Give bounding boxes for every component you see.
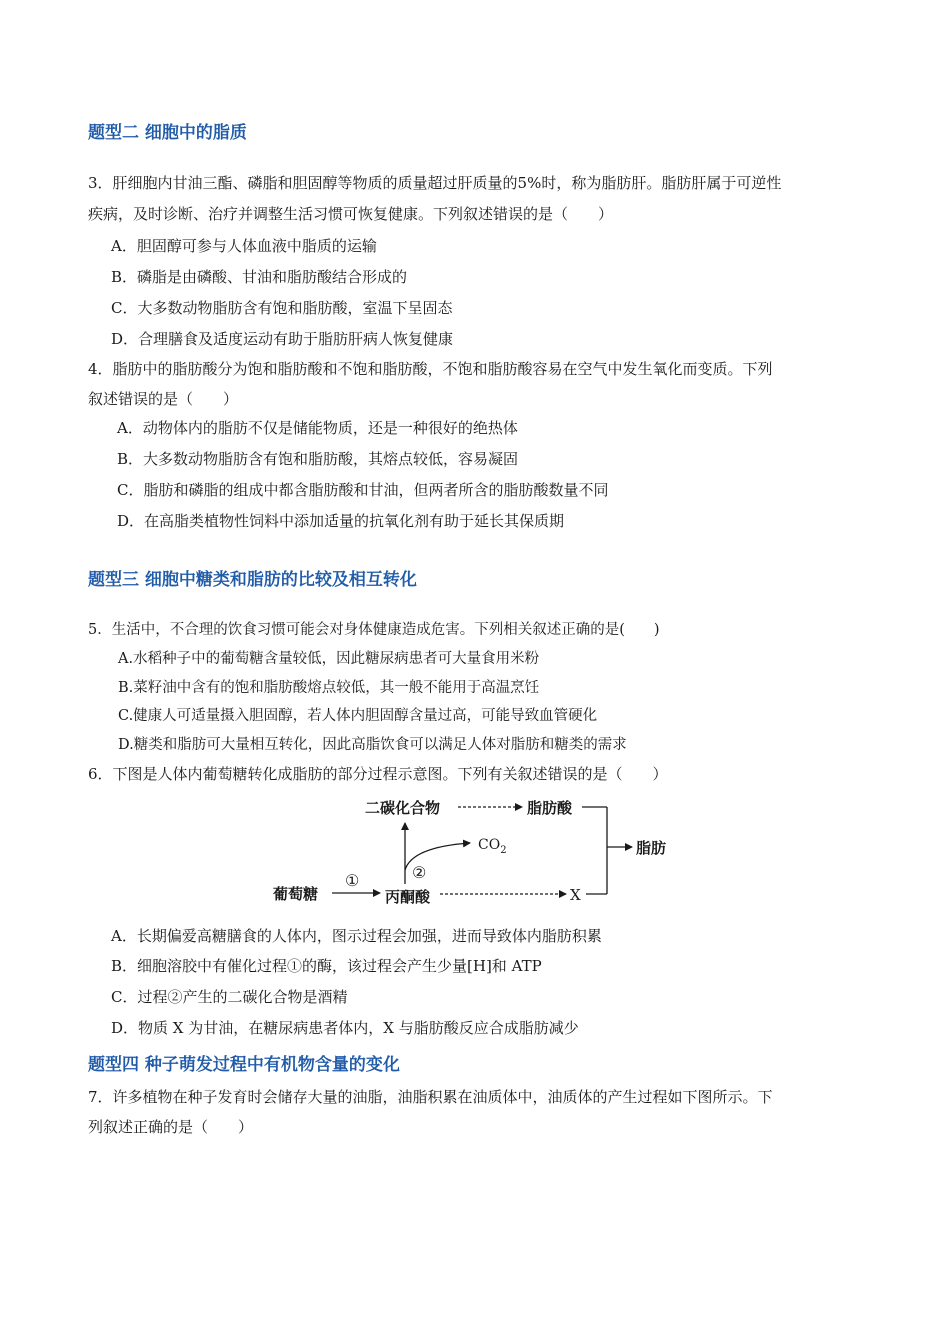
question-3-stem-line1: 3．肝细胞内甘油三酯、磷脂和胆固醇等物质的质量超过肝质量的5%时，称为脂肪肝。脂肪肝属于可逆性 — [88, 174, 782, 192]
question-3-option-d: D．合理膳食及适度运动有助于脂肪肝病人恢复健康 — [111, 330, 454, 348]
question-4-option-c: C．脂肪和磷脂的组成中都含脂肪酸和甘油，但两者所含的脂肪酸数量不同 — [117, 481, 609, 499]
question-6-option-a: A．长期偏爱高糖膳食的人体内，图示过程会加强，进而导致体内脂肪积累 — [111, 927, 602, 945]
node-pyruvate: 丙酮酸 — [385, 888, 431, 906]
question-3-option-b: B．磷脂是由磷酸、甘油和脂肪酸结合形成的 — [111, 268, 408, 286]
question-6-stem: 6．下图是人体内葡萄糖转化成脂肪的部分过程示意图。下列有关叙述错误的是（ ） — [88, 765, 668, 783]
question-5-option-c: C.健康人可适量摄入胆固醇，若人体内胆固醇含量过高，可能导致血管硬化 — [118, 708, 598, 724]
question-5-option-d: D.糖类和脂肪可大量相互转化，因此高脂饮食可以满足人体对脂肪和糖类的需求 — [118, 737, 627, 753]
node-fat: 脂肪 — [636, 839, 667, 857]
node-glucose: 葡萄糖 — [273, 885, 319, 903]
node-fatty-acid: 脂肪酸 — [527, 799, 573, 817]
question-6-option-b: B．细胞溶胶中有催化过程①的酶，该过程会产生少量[H]和 ATP — [111, 957, 542, 975]
node-c2-compound: 二碳化合物 — [365, 799, 441, 817]
node-x: X — [570, 886, 581, 904]
question-6-option-c: C．过程②产生的二碳化合物是酒精 — [111, 988, 348, 1006]
question-4-stem-line1: 4．脂肪中的脂肪酸分为饱和脂肪酸和不饱和脂肪酸，不饱和脂肪酸容易在空气中发生氧化而变质。下列 — [88, 360, 773, 378]
step-2-label: ② — [412, 863, 427, 882]
question-3-stem-line2: 疾病，及时诊断、治疗并调整生活习惯可恢复健康。下列叙述错误的是（ ） — [88, 205, 614, 223]
question-5-option-a: A.水稻种子中的葡萄糖含量较低，因此糖尿病患者可大量食用米粉 — [118, 651, 540, 667]
question-4-option-b: B．大多数动物脂肪含有饱和脂肪酸，其熔点较低，容易凝固 — [117, 450, 519, 468]
question-6-option-d: D．物质 X 为甘油，在糖尿病患者体内，X 与脂肪酸反应合成脂肪减少 — [111, 1019, 579, 1037]
question-5-stem: 5．生活中，不合理的饮食习惯可能会对身体健康造成危害。下列相关叙述正确的是( ) — [88, 622, 660, 638]
question-3-option-c: C．大多数动物脂肪含有饱和脂肪酸，室温下呈固态 — [111, 299, 453, 317]
question-4-option-d: D．在高脂类植物性饲料中添加适量的抗氧化剂有助于延长其保质期 — [117, 512, 565, 530]
node-co2: $CO_2$ — [478, 837, 507, 856]
question-7-stem-line2: 列叙述正确的是（ ） — [88, 1118, 254, 1136]
question-4-option-a: A．动物体内的脂肪不仅是储能物质，还是一种很好的绝热体 — [117, 419, 518, 437]
question-7-stem-line1: 7．许多植物在种子发育时会储存大量的油脂，油脂积累在油质体中，油质体的产生过程如下图所示。下 — [88, 1088, 773, 1106]
section-heading-type3: 题型三 细胞中糖类和脂肪的比较及相互转化 — [88, 570, 417, 590]
question-3-option-a: A．胆固醇可参与人体血液中脂质的运输 — [111, 237, 377, 255]
step-1-label: ① — [345, 871, 360, 890]
question-5-option-b: B.菜籽油中含有的饱和脂肪酸熔点较低，其一般不能用于高温烹饪 — [118, 680, 540, 696]
section-heading-type4: 题型四 种子萌发过程中有机物含量的变化 — [88, 1055, 400, 1075]
section-heading-type2: 题型二 细胞中的脂质 — [88, 123, 247, 143]
question-4-stem-line2: 叙述错误的是（ ） — [88, 390, 239, 408]
